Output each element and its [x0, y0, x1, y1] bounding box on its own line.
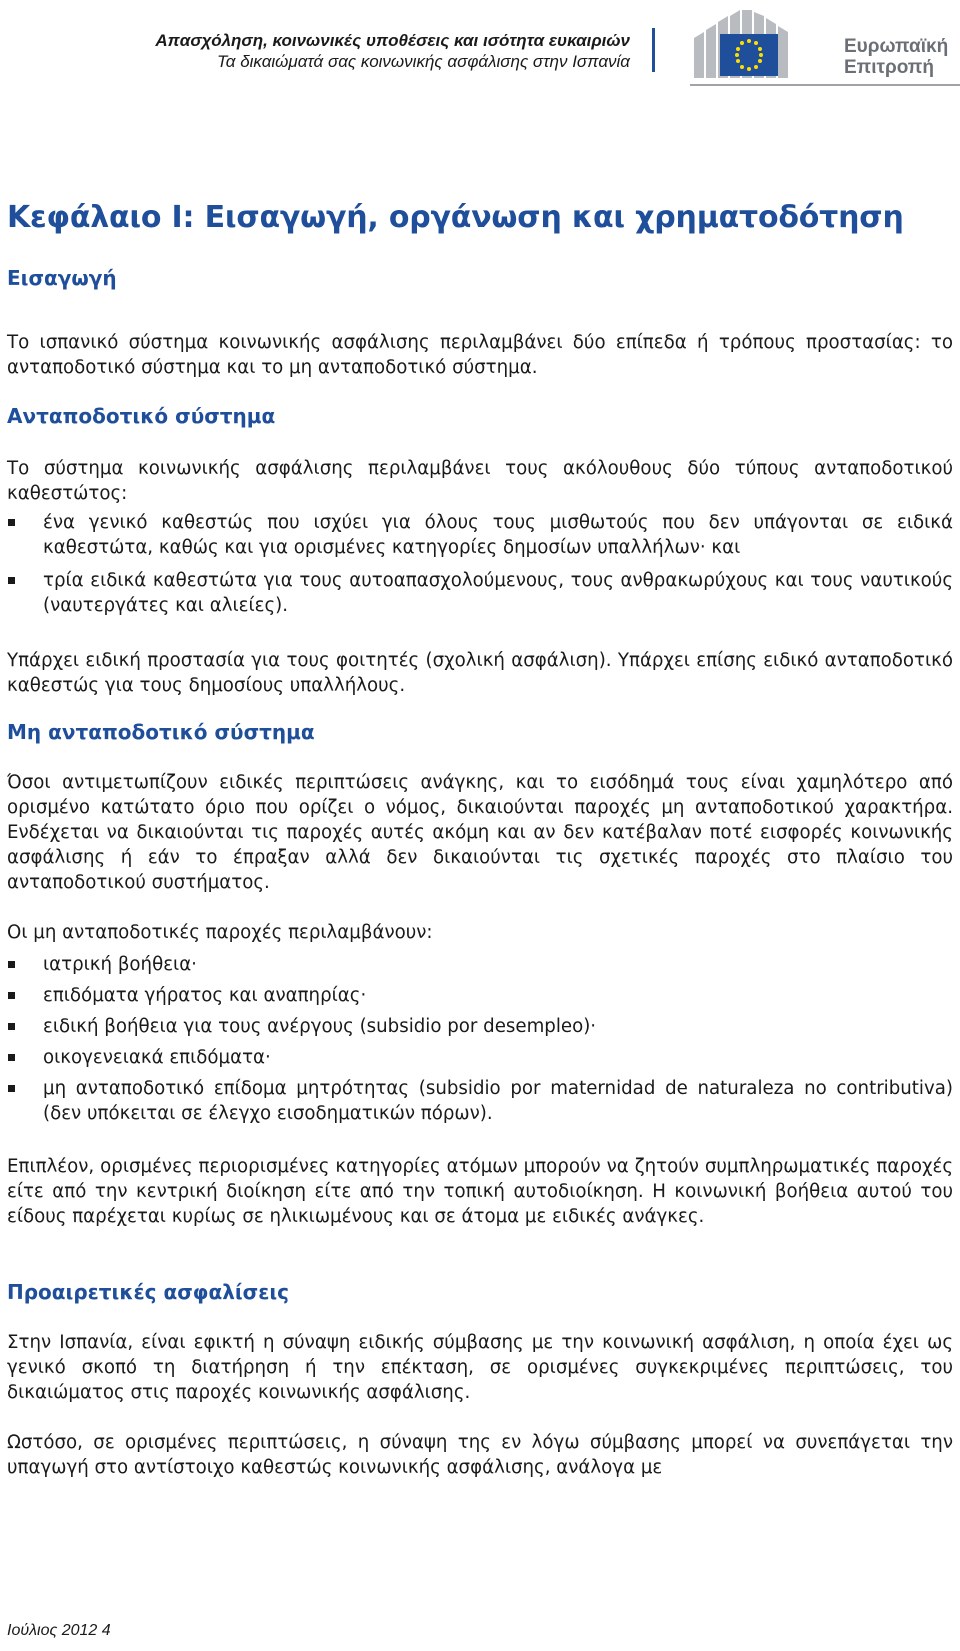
european-commission-logo [690, 8, 960, 80]
chapter-title: Κεφάλαιο I: Εισαγωγή, οργάνωση και χρηματοδότηση [7, 200, 904, 235]
voluntary-heading: Προαιρετικές ασφαλίσεις [7, 1280, 290, 1304]
non-contributory-list [7, 952, 953, 1126]
non-contributory-list-intro: Οι μη ανταποδοτικές παροχές περιλαμβάνουν: [7, 922, 433, 943]
list-item-text: οικογενειακά επιδόματα· [43, 1047, 271, 1068]
contributory-list [7, 510, 953, 618]
logo-text-line-1: Ευρωπαϊκή [844, 36, 949, 57]
list-item [7, 1045, 953, 1070]
page-footer: Ιούλιος 2012 4 [7, 1622, 111, 1639]
contributory-paragraph-2: Υπάρχει ειδική προστασία για τους φοιτητές (σχολική ασφάλιση). Υπάρχει επίσης ειδικό ανταποδοτικό καθεστώς για τους δημοσίους υπαλλήλους. [7, 650, 953, 696]
header-line-2: Τα δικαιώματά σας κοινωνικής ασφάλισης στην Ισπανία [216, 52, 630, 71]
logo-text-line-2: Επιτροπή [844, 57, 934, 78]
bullet-icon [8, 1054, 15, 1061]
list-item-text: ειδική βοήθεια για τους ανέργους (subsidio por desempleo)· [43, 1016, 597, 1037]
intro-heading: Εισαγωγή [7, 266, 117, 290]
contributory-heading: Ανταποδοτικό σύστημα [7, 404, 276, 428]
list-item-text: ιατρική βοήθεια· [43, 954, 197, 975]
non-contributory-heading: Μη ανταποδοτικό σύστημα [7, 720, 315, 744]
non-contributory-paragraph: Όσοι αντιμετωπίζουν ειδικές περιπτώσεις ανάγκης, και το εισόδημά τους είναι χαμηλότερο από ορισμένο κατώτατο όριο που ορίζει ο νόμος, δικαιούνται παροχές μη ανταποδοτικού χαρακτήρα. Ενδέχεται να δικαιούνται τις παροχές αυτές ακόμη και αν δεν κατέβαλαν ποτέ εισφορές κοινωνικής ασφάλισης ή εάν το έπραξαν αλλά δεν δικαιούνται τις σχετικές παροχές στο πλαίσιο του ανταποδοτικού συστήματος. [7, 772, 953, 893]
header-rule [690, 84, 960, 86]
bullet-icon [8, 1023, 15, 1030]
list-item [7, 568, 953, 618]
voluntary-paragraph-1: Στην Ισπανία, είναι εφικτή η σύναψη ειδικής σύμβασης με την κοινωνική ασφάλιση, η οποία έχει ως γενικό σκοπό τη διατήρηση ή την επέκταση, σε ορισμένες συγκεκριμένες περιπτώσεις, του δικαιώματος στις παροχές κοινωνικής ασφάλισης. [7, 1332, 953, 1403]
list-item [7, 1076, 953, 1126]
bullet-icon [8, 519, 15, 526]
list-item-text: μη ανταποδοτικό επίδομα μητρότητας (subsidio por maternidad de naturaleza no contributiva) (δεν υπόκειται σε έλεγχο εισοδηματικών πόρων). [43, 1078, 953, 1124]
page-header [0, 0, 960, 88]
header-line-1: Απασχόληση, κοινωνικές υποθέσεις και ισότητα ευκαιριών [155, 31, 630, 50]
list-item-text: ένα γενικό καθεστώς που ισχύει για όλους τους μισθωτούς που δεν υπάγονται σε ειδικά καθεστώτα, καθώς και για ορισμένες κατηγορίες δημοσίων υπαλλήλων· και [43, 512, 953, 558]
voluntary-paragraph-2: Ωστόσο, σε ορισμένες περιπτώσεις, η σύναψη της εν λόγω σύμβασης μπορεί να συνεπάγεται την υπαγωγή στο αντίστοιχο καθεστώς κοινωνικής ασφάλισης, ανάλογα με [7, 1432, 953, 1478]
list-item [7, 952, 953, 977]
contributory-paragraph: Το σύστημα κοινωνικής ασφάλισης περιλαμβάνει τους ακόλουθους δύο τύπους ανταποδοτικού καθεστώτος: [7, 458, 953, 504]
intro-paragraph: Το ισπανικό σύστημα κοινωνικής ασφάλισης περιλαμβάνει δύο επίπεδα ή τρόπους προστασίας: το ανταποδοτικό σύστημα και το μη ανταποδοτικό σύστημα. [7, 332, 953, 378]
logo-building-icon [690, 8, 790, 80]
header-text [155, 30, 630, 72]
list-item-text: τρία ειδικά καθεστώτα για τους αυτοαπασχολούμενους, τους ανθρακωρύχους και τους ναυτικούς (ναυτεργάτες και αλιείες). [43, 570, 953, 616]
list-item [7, 510, 953, 560]
non-contributory-paragraph-2: Επιπλέον, ορισμένες περιορισμένες κατηγορίες ατόμων μπορούν να ζητούν συμπληρωματικές παροχές είτε από την κεντρική διοίκηση είτε από την τοπική αυτοδιοίκηση. Η κοινωνική βοήθεια αυτού του είδους παρέχεται κυρίως σε ηλικιωμένους και σε άτομα με ειδικές ανάγκες. [7, 1156, 953, 1227]
bullet-icon [8, 1085, 15, 1092]
list-item-text: επιδόματα γήρατος και αναπηρίας· [43, 985, 367, 1006]
list-item [7, 1014, 953, 1039]
bullet-icon [8, 961, 15, 968]
bullet-icon [8, 577, 15, 584]
list-item [7, 983, 953, 1008]
bullet-icon [8, 992, 15, 999]
header-separator [652, 28, 655, 72]
logo-text [844, 36, 948, 78]
